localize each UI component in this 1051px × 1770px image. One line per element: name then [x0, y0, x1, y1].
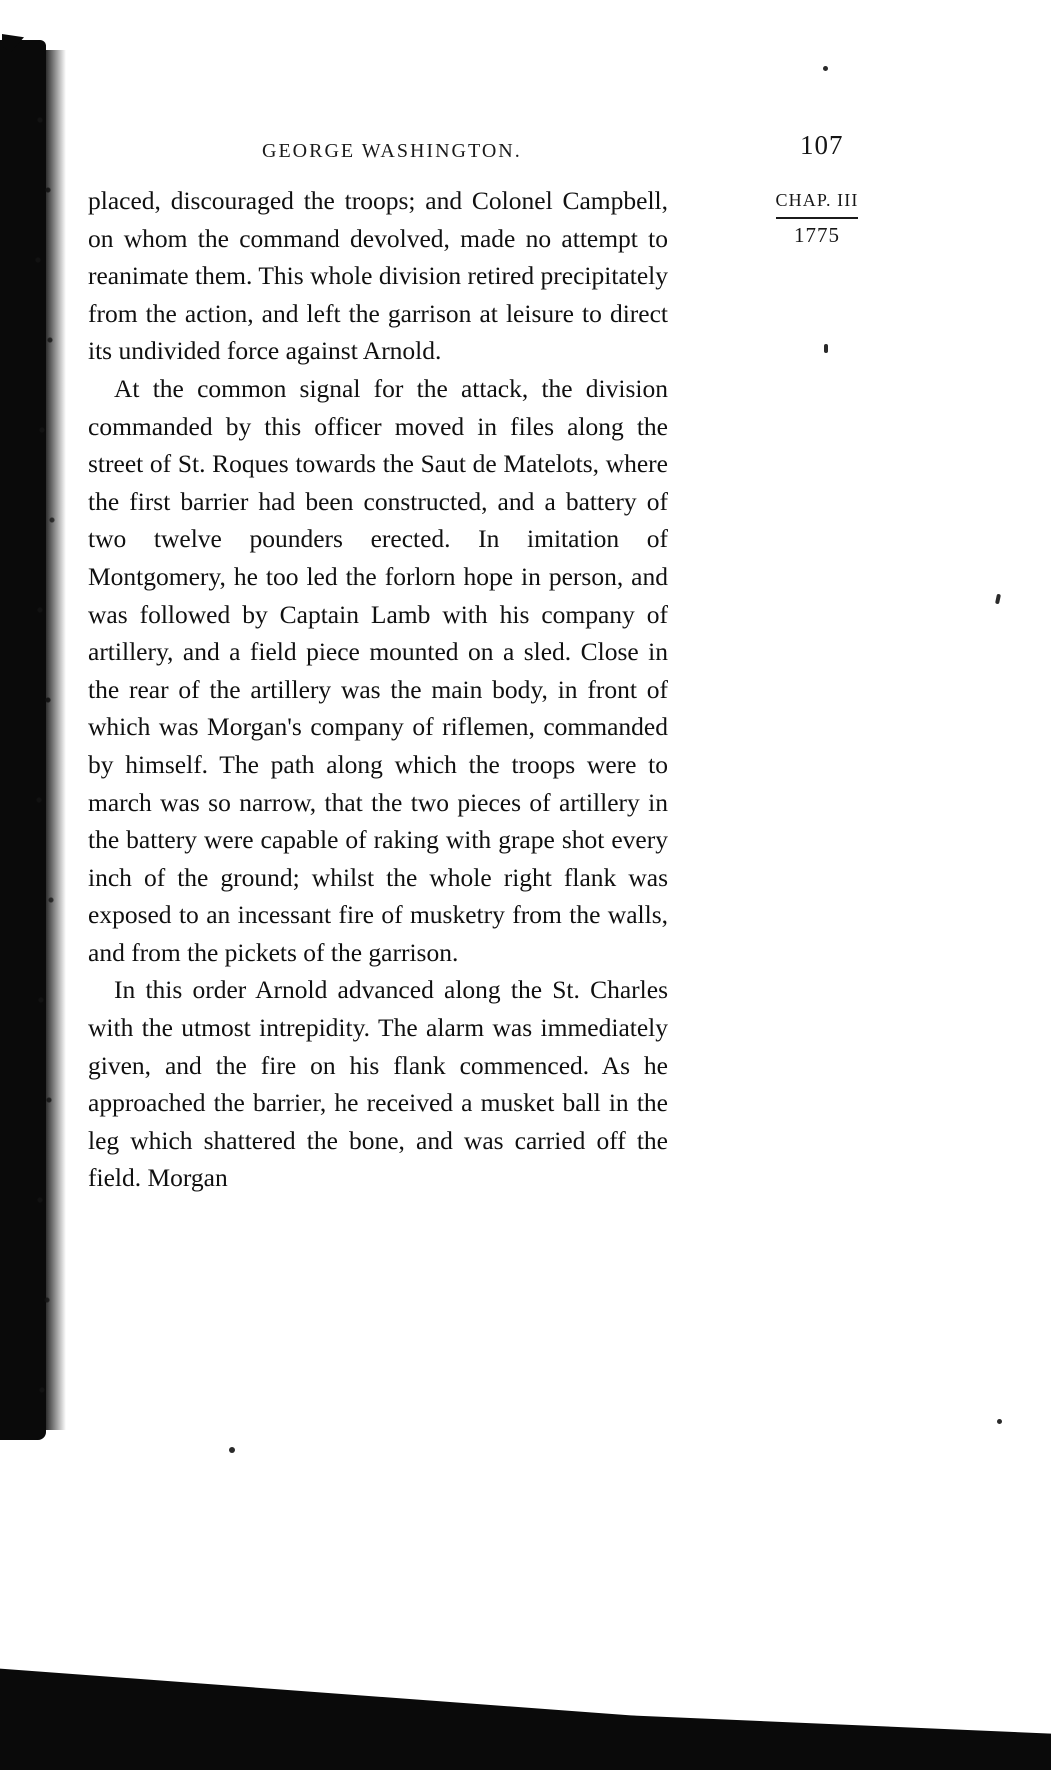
paragraph: placed, discouraged the troops; and Colonel Campbell, on whom the command devolved, made no attempt to reanimate them. This whole division retired precipitately from the action, and left the garrison at leisure to direct its undivided force against Arnold.: [88, 186, 668, 366]
scan-bottom-shadow: [0, 1640, 1051, 1770]
scan-gutter-speckle: [34, 100, 60, 1430]
paragraph: At the common signal for the attack, the division commanded by this officer moved in files along the street of St. Roques towards the Saut de Matelots, where the first barrier had been constructed, and a battery of two twelve pounders erected. In imitation of Montgomery, he too led the forlorn hope in person, and was followed by Captain Lamb with his company of artillery, and a field piece mounted on a sled. Close in the rear of the artillery was the main body, in front of which was Morgan's company of riflemen, commanded by himself. The path along which the troops were to march was so narrow, that the two pieces of artillery in the battery were capable of raking with grape shot every inch of the ground; whilst the whole right flank was exposed to an incessant fire of musketry from the walls, and from the pickets of the garrison.: [88, 373, 668, 967]
scan-speck: [997, 1419, 1002, 1424]
paragraph: In this order Arnold advanced along the St. Charles with the utmost intrepidity. The alarm was immediately given, and the fire on his flank commenced. As he approached the barrier, he received a musket ball in the leg which shattered the bone, and was carried off the field. Morgan: [88, 975, 668, 1193]
running-head: GEORGE WASHINGTON.: [262, 140, 522, 162]
scan-speck: [824, 344, 828, 353]
scan-gutter-shadow: [0, 40, 46, 1440]
page-number: 107: [800, 130, 844, 160]
scan-speck: [823, 66, 828, 71]
margin-divider: [776, 217, 858, 219]
scan-speck: [229, 1447, 235, 1453]
margin-chapter-label: CHAP. III: [775, 190, 859, 210]
scan-speck: [995, 594, 1001, 605]
margin-year-label: 1775: [794, 223, 840, 247]
body-text: [88, 182, 668, 1197]
margin-note: [752, 190, 882, 248]
